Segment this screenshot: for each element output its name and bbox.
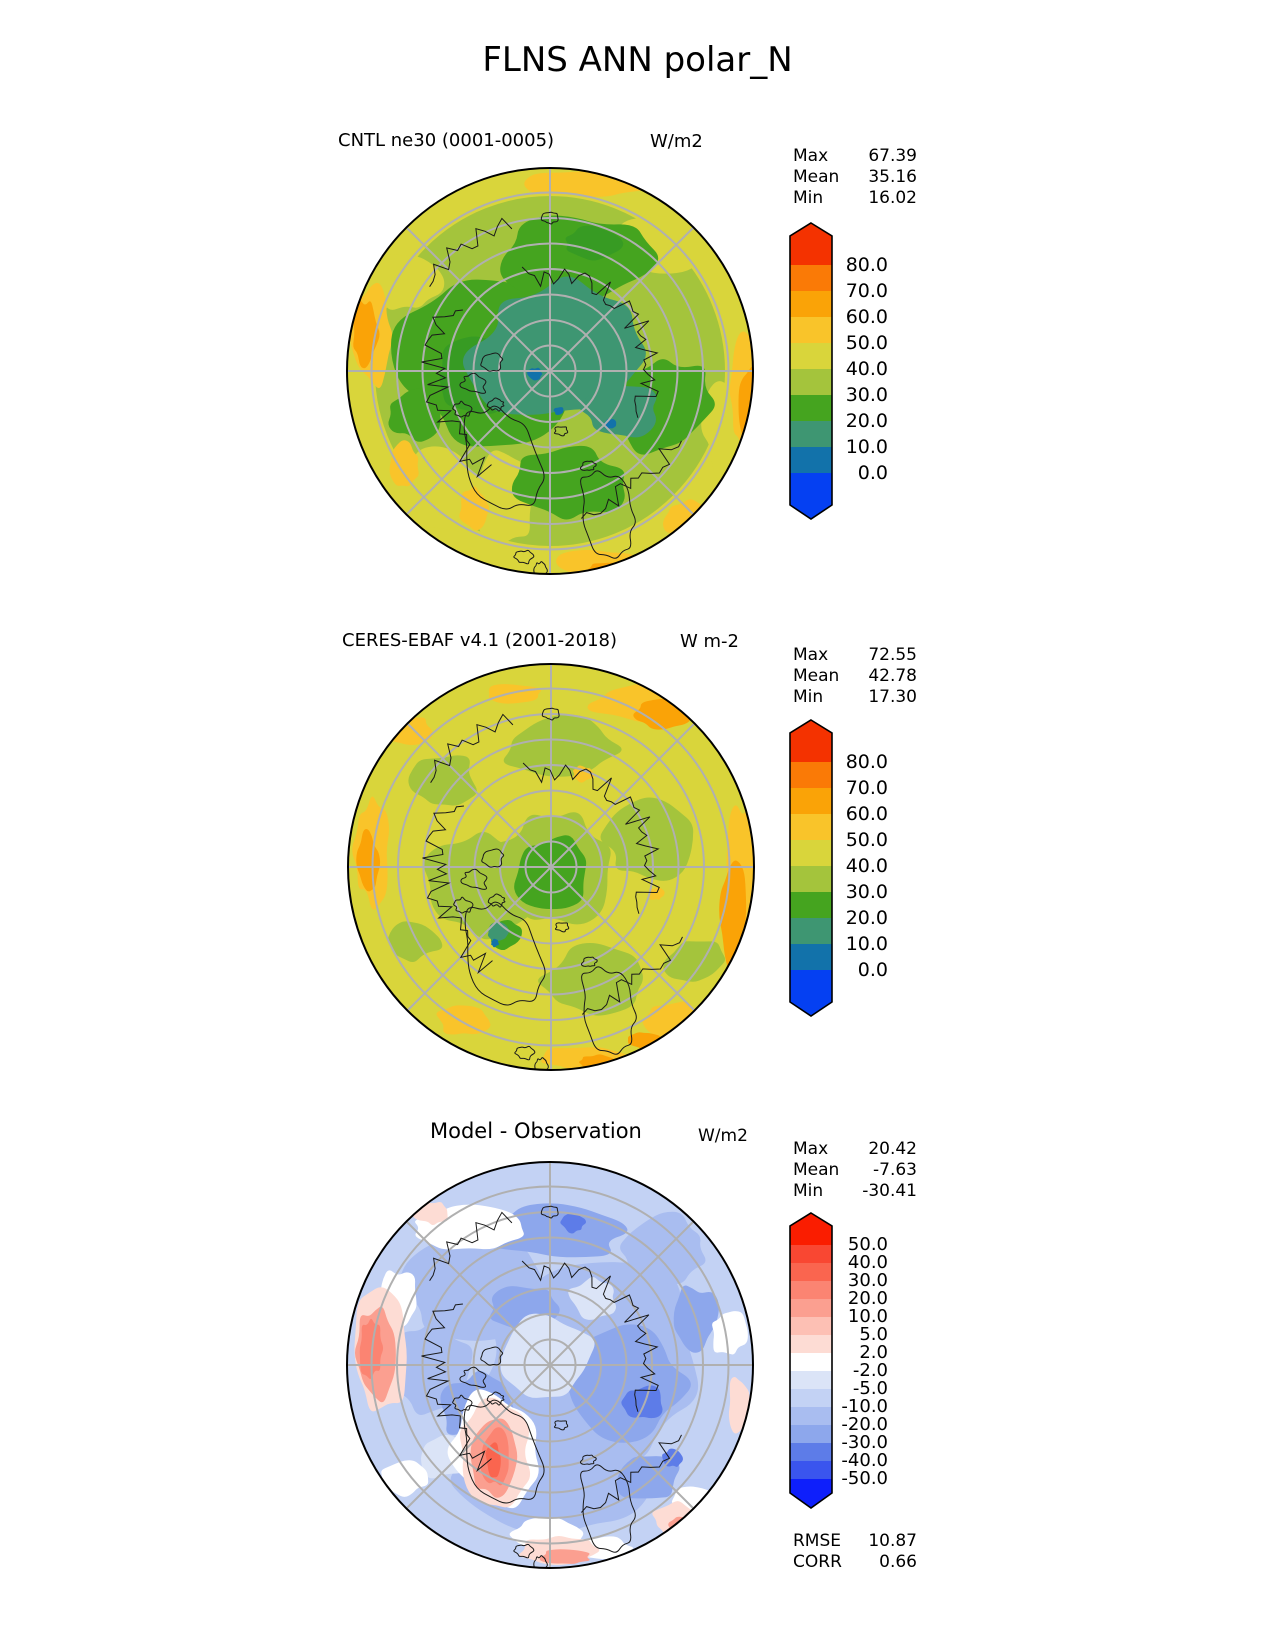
stat-value: 17.30	[868, 687, 917, 707]
colorbar-tick-label: 70.0	[845, 280, 888, 302]
colorbar-tick-label: -30.0	[841, 1432, 888, 1453]
colorbar-tick-label: 30.0	[845, 384, 888, 406]
panel1-stat-mean	[793, 167, 917, 187]
colorbar-tick-label: -40.0	[841, 1450, 888, 1471]
graticule	[346, 167, 754, 575]
metric-label: RMSE	[793, 1531, 842, 1551]
polar-map-difference	[345, 1160, 755, 1570]
stat-value: 67.39	[868, 146, 917, 166]
stat-value: -30.41	[862, 1181, 917, 1201]
figure-title: FLNS ANN polar_N	[482, 40, 793, 80]
colorbar-tick-label: 60.0	[845, 803, 888, 825]
colorbar-tick-label: 40.0	[847, 1252, 888, 1273]
panel1-stat-min	[793, 188, 917, 208]
panel3-unit: W/m2	[698, 1126, 748, 1146]
metric-label: CORR	[793, 1552, 842, 1572]
colorbar-tick-label: 20.0	[845, 410, 888, 432]
panel3-metric-corr	[793, 1552, 917, 1572]
stat-label: Max	[793, 645, 829, 665]
stat-value: 35.16	[868, 167, 917, 187]
colorbar-tick-label: 20.0	[845, 907, 888, 929]
stat-label: Min	[793, 687, 824, 707]
stat-value: 42.78	[868, 666, 917, 686]
colorbar-tick-label: 50.0	[847, 1234, 888, 1255]
colorbar-tick-label: 10.0	[847, 1306, 888, 1327]
colorbar-tick-label: -2.0	[852, 1360, 888, 1381]
panel2-title: CERES-EBAF v4.1 (2001-2018)	[342, 630, 618, 651]
panel3-stat-mean	[793, 1160, 917, 1180]
colorbar-tick-label: 20.0	[847, 1288, 888, 1309]
colorbar-tick-label: -10.0	[841, 1396, 888, 1417]
panel3-stat-max	[793, 1139, 917, 1159]
panel3-title: Model - Observation	[430, 1119, 642, 1143]
colorbar-tick-label: -5.0	[852, 1378, 888, 1399]
polar-map-observation	[346, 662, 756, 1072]
panel2-stat-mean	[793, 666, 917, 686]
colorbar-tick-label: 50.0	[845, 332, 888, 354]
stat-value: 72.55	[868, 645, 917, 665]
colorbar-tick-label: 5.0	[859, 1324, 888, 1345]
colorbar-tick-label: 0.0	[857, 462, 888, 484]
stat-label: Mean	[793, 666, 840, 686]
panel2-unit: W m-2	[680, 631, 740, 652]
metric-value: 0.66	[879, 1552, 917, 1572]
colorbar-tick-label: 50.0	[845, 829, 888, 851]
panel2-stat-max	[793, 645, 917, 665]
panel1-stat-max	[793, 146, 917, 166]
colorbar-tick-label: -50.0	[841, 1468, 888, 1489]
stat-label: Max	[793, 146, 829, 166]
colorbar-tick-label: 0.0	[857, 959, 888, 981]
graticule	[347, 663, 755, 1071]
panel3-stat-min	[793, 1181, 917, 1201]
colorbar-tick-label: 40.0	[845, 855, 888, 877]
graticule	[346, 1161, 754, 1569]
colorbar-tick-label: 40.0	[845, 358, 888, 380]
colorbar-tick-label: 30.0	[845, 881, 888, 903]
colorbar-tick-label: 2.0	[859, 1342, 888, 1363]
colorbar-tick-label: 10.0	[845, 933, 888, 955]
colorbar-tick-label: 10.0	[845, 436, 888, 458]
polar-map-model	[345, 166, 755, 576]
panel2-stat-min	[793, 687, 917, 707]
panel3-metric-rmse	[793, 1531, 917, 1551]
stat-value: 16.02	[868, 188, 917, 208]
metric-value: 10.87	[868, 1531, 917, 1551]
stat-label: Min	[793, 188, 824, 208]
stat-value: -7.63	[873, 1160, 917, 1180]
colorbar-tick-label: 60.0	[845, 306, 888, 328]
colorbar-tick-label: 80.0	[845, 254, 888, 276]
stat-value: 20.42	[868, 1139, 917, 1159]
colorbar-tick-label: 80.0	[845, 751, 888, 773]
colorbar-tick-label: -20.0	[841, 1414, 888, 1435]
stat-label: Mean	[793, 167, 840, 187]
panel1-unit: W/m2	[650, 131, 703, 152]
colorbar-tick-label: 70.0	[845, 777, 888, 799]
stat-label: Mean	[793, 1160, 840, 1180]
stat-label: Max	[793, 1139, 829, 1159]
stat-label: Min	[793, 1181, 824, 1201]
panel1-title: CNTL ne30 (0001-0005)	[338, 130, 555, 151]
colorbar-tick-label: 30.0	[847, 1270, 888, 1291]
